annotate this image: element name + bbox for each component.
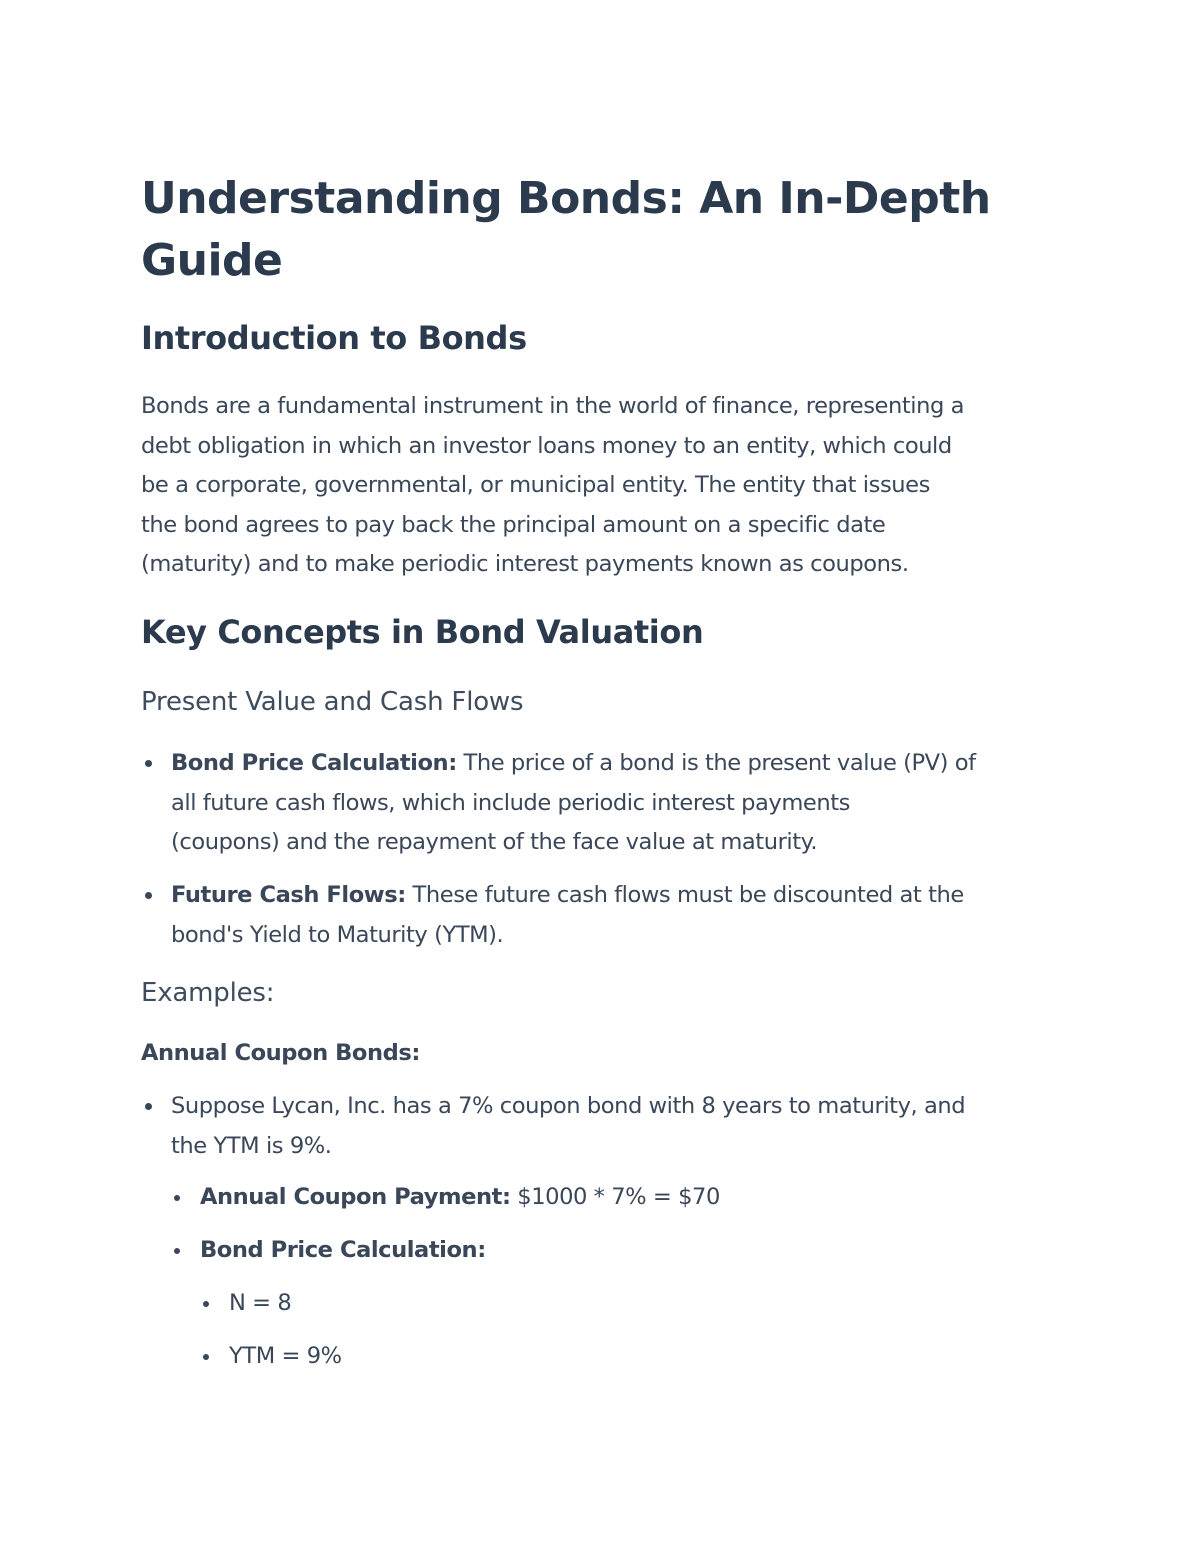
bullet-dot xyxy=(203,1354,209,1360)
list-item-future-cash-flows xyxy=(171,876,1071,955)
intro-line: the bond agrees to pay back the principal amount on a specific date xyxy=(141,511,886,538)
list-item-bond-price-calculation xyxy=(200,1231,1060,1271)
list-item-scenario xyxy=(171,1087,1071,1166)
bullet-dot xyxy=(174,1248,180,1254)
intro-line: debt obligation in which an investor loans money to an entity, which could xyxy=(141,432,952,459)
list-item-label: Annual Coupon Payment: xyxy=(200,1184,511,1210)
list-item-bond-price xyxy=(171,744,1071,863)
list-item-annual-coupon-payment xyxy=(200,1178,1060,1218)
present-value-subheading: Present Value and Cash Flows xyxy=(141,687,524,717)
intro-line: be a corporate, governmental, or municipal entity. The entity that issues xyxy=(141,472,930,499)
list-item-line xyxy=(171,876,1071,916)
list-item-line xyxy=(171,744,1071,784)
examples-heading: Examples: xyxy=(141,978,275,1008)
list-item-ytm: YTM = 9% xyxy=(229,1343,342,1369)
intro-line: (maturity) and to make periodic interest payments known as coupons. xyxy=(141,551,909,578)
list-item-text: The price of a bond is the present value (PV) of xyxy=(456,750,976,776)
list-item-label: Bond Price Calculation: xyxy=(200,1237,486,1263)
intro-line: Bonds are a fundamental instrument in the world of finance, representing a xyxy=(141,393,965,419)
list-item-line: Suppose Lycan, Inc. has a 7% coupon bond with 8 years to maturity, and xyxy=(171,1093,966,1119)
list-item-label: Future Cash Flows: xyxy=(171,882,406,908)
key-concepts-heading: Key Concepts in Bond Valuation xyxy=(141,613,704,651)
document-title: Understanding Bonds: An In-Depth Guide xyxy=(141,173,991,286)
annual-coupon-bonds-heading: Annual Coupon Bonds: xyxy=(141,1040,420,1066)
list-item-label: Bond Price Calculation: xyxy=(171,750,457,776)
list-item-line: all future cash flows, which include periodic interest payments xyxy=(171,789,850,816)
intro-paragraph xyxy=(141,387,1071,585)
intro-heading: Introduction to Bonds xyxy=(141,319,527,357)
list-item-text: $1000 * 7% = $70 xyxy=(510,1184,720,1210)
bullet-dot xyxy=(145,760,152,767)
bullet-dot xyxy=(174,1195,180,1201)
bullet-dot xyxy=(145,892,152,899)
list-item-text: These future cash flows must be discounted at the xyxy=(405,882,964,908)
list-item-line: (coupons) and the repayment of the face value at maturity. xyxy=(171,829,818,856)
list-item-n: N = 8 xyxy=(229,1290,292,1316)
bullet-dot xyxy=(203,1301,209,1307)
list-item-line: bond's Yield to Maturity (YTM). xyxy=(171,921,504,948)
bullet-dot xyxy=(145,1103,152,1110)
list-item-line: the YTM is 9%. xyxy=(171,1132,332,1159)
